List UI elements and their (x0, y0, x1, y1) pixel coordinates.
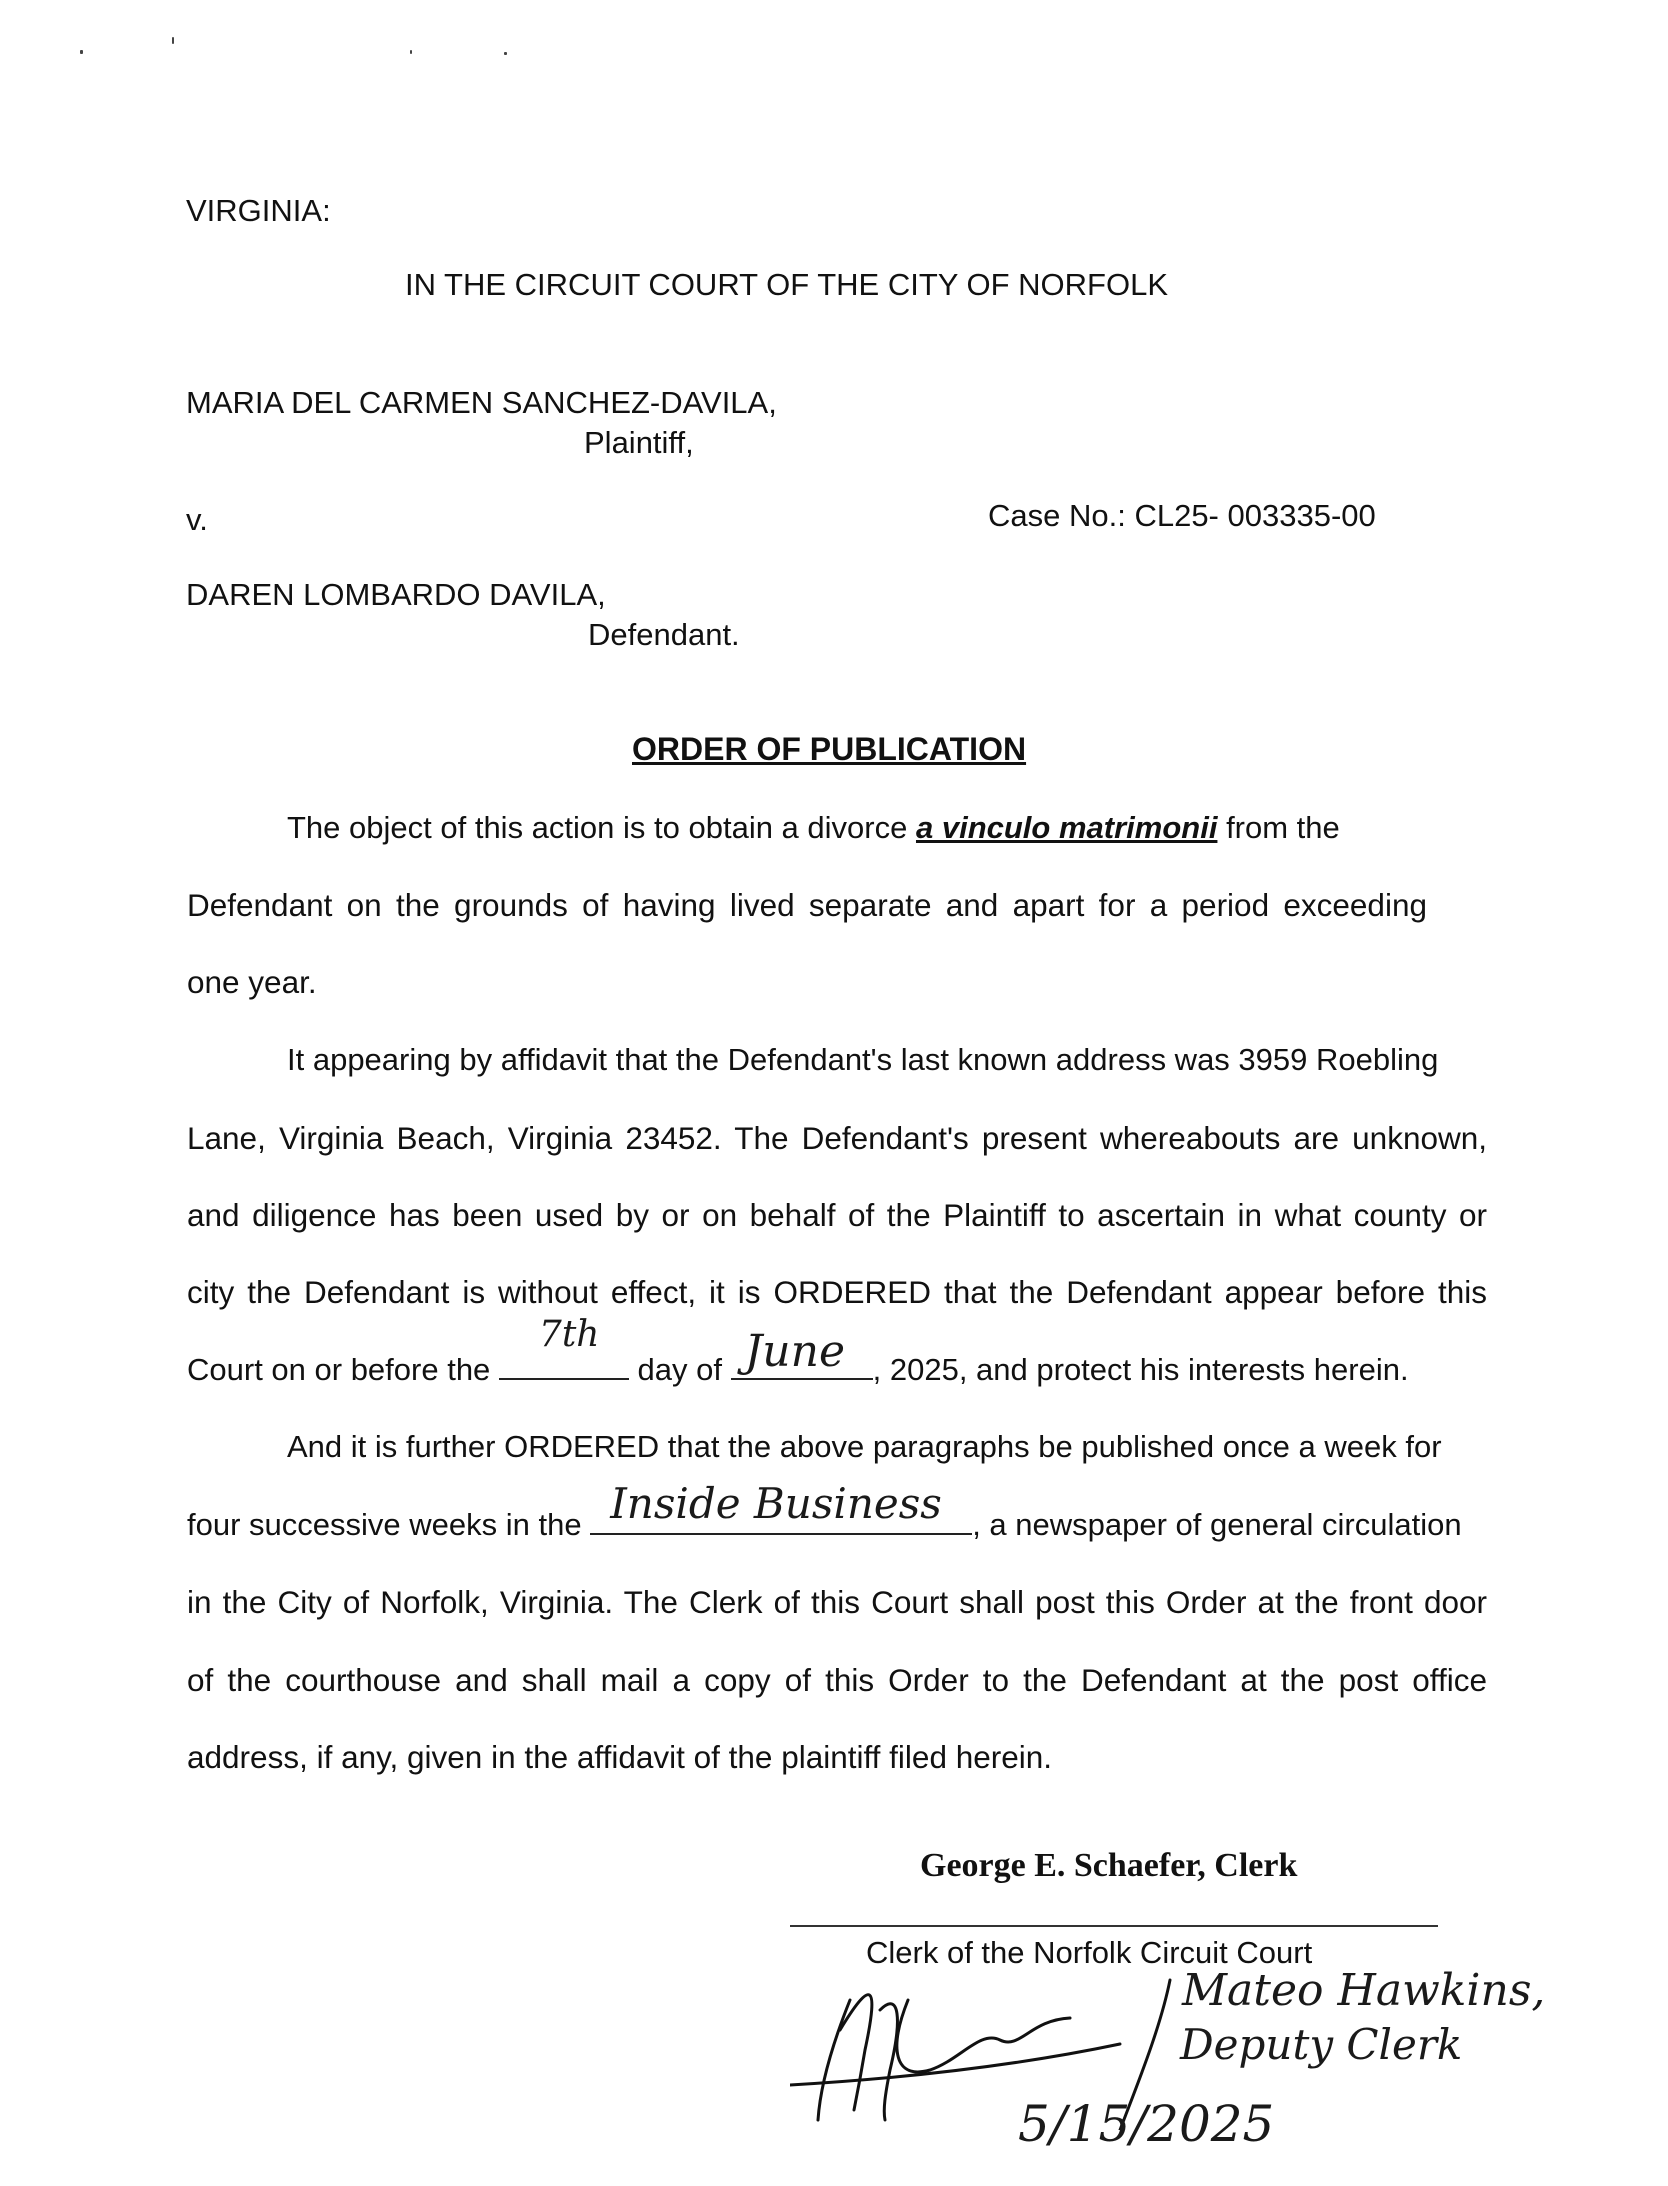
defendant-role: Defendant. (588, 617, 740, 652)
court-name: IN THE CIRCUIT COURT OF THE CITY OF NORFOLK (405, 267, 1169, 302)
para1-line1 (287, 810, 1340, 846)
latin-term: a vinculo matrimonii (915, 810, 1218, 845)
scan-speck (172, 37, 174, 44)
para3-line2 (187, 1479, 1462, 1543)
scan-speck (80, 50, 83, 54)
para2-line4: city the Defendant is without effect, it is ORDERED that the Defendant appear before this (187, 1274, 1487, 1310)
para3-line3: in the City of Norfolk, Virginia. The Clerk of this Court shall post this Order at the front door (187, 1584, 1487, 1620)
publication-text-a: four successive weeks in the (187, 1507, 582, 1542)
para1-text-a: The object of this action is to obtain a divorce (287, 810, 908, 845)
scan-speck (504, 52, 507, 55)
jurisdiction-state: VIRGINIA: (186, 193, 331, 228)
newspaper-blank (590, 1479, 972, 1535)
versus: v. (186, 502, 208, 537)
publication-text-b: , a newspaper of general circulation (972, 1507, 1462, 1542)
deputy-clerk-name: Mateo Hawkins, (1182, 1965, 1546, 2016)
para2-line3: and diligence has been used by or on behalf of the Plaintiff to ascertain in what county or (187, 1197, 1487, 1233)
para2-line5 (187, 1314, 1409, 1388)
day-blank (499, 1314, 629, 1380)
month-blank (731, 1326, 873, 1380)
para1-line3: one year. (187, 964, 317, 1000)
para1-line2: Defendant on the grounds of having lived separate and apart for a period exceeding (187, 887, 1427, 923)
deputy-clerk-title: Deputy Clerk (1180, 2020, 1463, 2069)
signature-date: 5/15/2025 (1018, 2095, 1275, 2153)
para3-line1: And it is further ORDERED that the above paragraphs be published once a week for (287, 1429, 1442, 1464)
para3-line4: of the courthouse and shall mail a copy of this Order to the Defendant at the post office (187, 1662, 1487, 1698)
appearance-text-b: day of (637, 1352, 722, 1387)
para2-line1: It appearing by affidavit that the Defendant's last known address was 3959 Roebling (287, 1042, 1439, 1077)
handwritten-newspaper: Inside Business (610, 1479, 942, 1528)
document-title: ORDER OF PUBLICATION (632, 731, 1027, 767)
handwritten-day: 7th (538, 1314, 600, 1355)
appearance-text-c: , 2025, and protect his interests herein. (872, 1352, 1409, 1387)
para2-line2: Lane, Virginia Beach, Virginia 23452. The Defendant's present whereabouts are unknown, (187, 1120, 1487, 1156)
para1-text-b: from the (1226, 810, 1340, 845)
scan-speck (410, 50, 412, 54)
para3-line5: address, if any, given in the affidavit of the plaintiff filed herein. (187, 1739, 1053, 1775)
clerk-name-stamp: George E. Schaefer, Clerk (920, 1847, 1298, 1884)
plaintiff-name: MARIA DEL CARMEN SANCHEZ-DAVILA, (186, 385, 777, 420)
handwritten-month: June (744, 1326, 845, 1377)
case-number: Case No.: CL25- 003335-00 (988, 498, 1376, 533)
appearance-text-a: Court on or before the (187, 1352, 491, 1387)
clerk-title: Clerk of the Norfolk Circuit Court (866, 1935, 1313, 1970)
defendant-name: DAREN LOMBARDO DAVILA, (186, 577, 606, 612)
signature-line (790, 1925, 1438, 1927)
plaintiff-role: Plaintiff, (584, 425, 694, 460)
